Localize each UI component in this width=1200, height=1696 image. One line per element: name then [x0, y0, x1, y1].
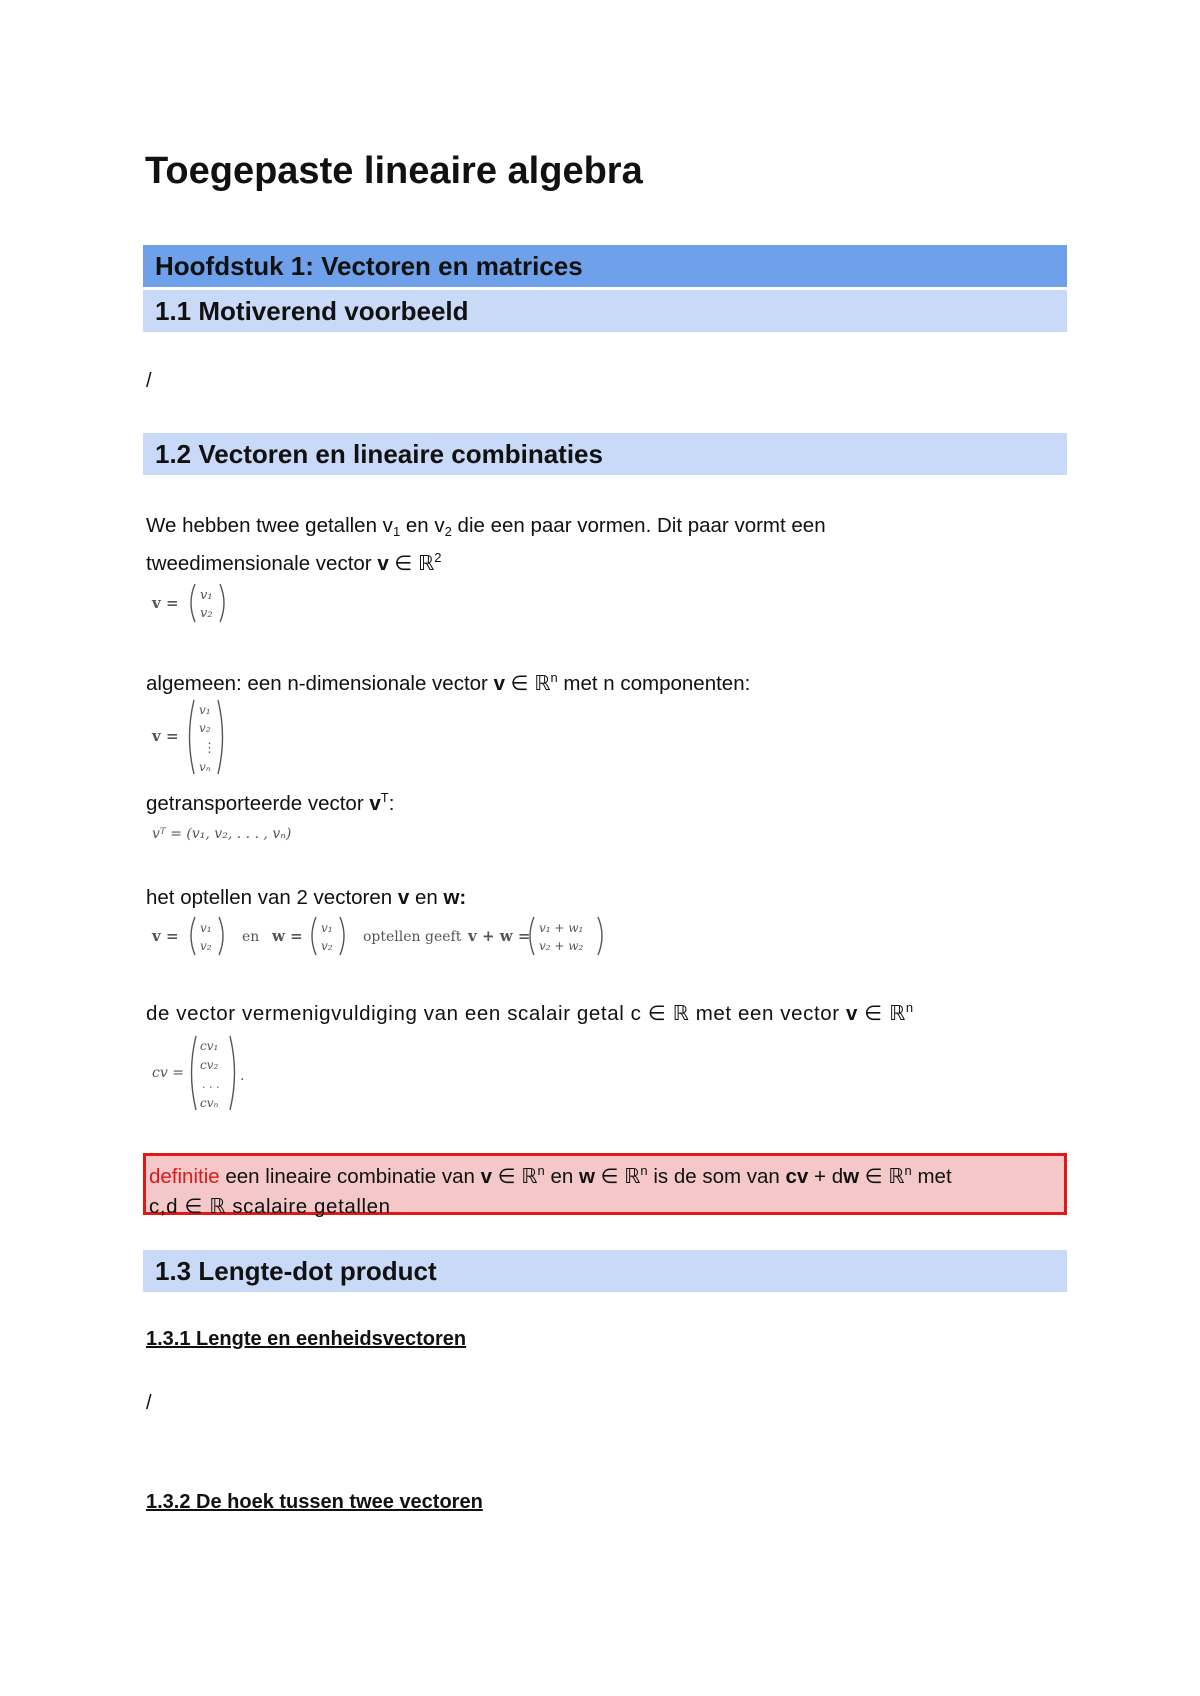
vector-entry: vₙ: [199, 760, 211, 774]
text-run: die een paar vormen. Dit paar vormt een: [451, 514, 826, 537]
definition-label: definitie: [149, 1165, 220, 1188]
left-paren: [192, 1036, 197, 1110]
definition-line1: [149, 1156, 1064, 1192]
paragraph-scalar: [146, 992, 914, 1030]
vector-entry: . . .: [202, 1078, 220, 1091]
chapter-heading-text: Hoofdstuk 1: Vectoren en matrices: [155, 250, 583, 281]
formula-addition-svg: [150, 913, 630, 959]
right-paren: [340, 917, 344, 955]
vector-entry: v₂ + w₂: [539, 939, 584, 953]
formula-label: cv =: [152, 1065, 184, 1081]
formula-word: en: [242, 929, 260, 945]
formula-label: v + w =: [468, 927, 531, 945]
formula-word: optellen geeft: [363, 929, 462, 945]
bold-vector: w: [843, 1165, 860, 1188]
subsection-heading-1-3-2: 1.3.2 De hoek tussen twee vectoren: [146, 1491, 483, 1513]
placeholder-text: /: [146, 370, 152, 392]
formula-scalar-svg: [150, 1033, 270, 1113]
right-paren: [218, 700, 223, 774]
definition-line2: c,d ∈ ℝ scalaire getallen: [149, 1195, 391, 1218]
vector-entry: v₁: [199, 703, 211, 717]
left-paren: [312, 917, 316, 955]
text-run: ∈ ℝ: [594, 1165, 641, 1188]
bold-vector: cv: [785, 1165, 809, 1188]
text-run: en: [544, 1165, 579, 1188]
section-heading-1-1: [143, 290, 1067, 332]
superscript: T: [380, 790, 389, 805]
text-run: en: [409, 886, 444, 909]
subsection-heading-1-3-1: 1.3.1 Lengte en eenheidsvectoren: [146, 1328, 467, 1350]
text-run: ∈ ℝ: [859, 1165, 905, 1188]
text-run: ∈ ℝ: [492, 1165, 538, 1188]
text-run: en v: [400, 514, 445, 537]
section-heading-text: 1.1 Motiverend voorbeeld: [155, 295, 469, 326]
vector-entry: cv₁: [200, 1039, 219, 1053]
text-run: tweedimensionale vector: [146, 552, 378, 575]
paragraph-transpose: [146, 782, 394, 820]
paragraph-ndim: [146, 662, 750, 700]
bold-vector: v: [493, 672, 505, 695]
vector-entry: cv₂: [200, 1058, 219, 1072]
vector-entry: v₂: [200, 939, 212, 953]
text-run: de vector vermenigvuldiging van een scalair getal c ∈ ℝ met een vector: [146, 1002, 846, 1025]
section-heading-text: 1.3 Lengte-dot product: [155, 1255, 437, 1286]
text-run: met: [911, 1165, 952, 1188]
formula-vector-nd: [150, 697, 270, 781]
bold-vector: w:: [443, 886, 467, 909]
document-title: Toegepaste lineaire algebra: [145, 150, 643, 192]
paragraph-pair-line2: [146, 542, 441, 580]
bold-vector: v: [369, 792, 381, 815]
formula-scalar: [150, 1033, 270, 1117]
superscript: n: [905, 1000, 914, 1015]
formula-vector-2d: [150, 580, 270, 630]
right-paren: [598, 917, 602, 955]
text-run: ∈ ℝ: [504, 672, 551, 695]
bold-vector: v: [397, 886, 410, 909]
text-run: algemeen: een n-dimensionale vector: [146, 672, 494, 695]
section-heading-text: 1.2 Vectoren en lineaire combinaties: [155, 438, 603, 469]
placeholder-text: /: [146, 1392, 152, 1414]
formula-label: w =: [272, 927, 303, 945]
superscript: n: [904, 1163, 912, 1178]
formula-transpose: [150, 818, 350, 852]
text-run: ∈ ℝ: [858, 1002, 906, 1025]
formula-vector-nd-svg: [150, 697, 270, 777]
vector-entry: ⋮: [203, 741, 216, 756]
formula-label: v =: [152, 727, 179, 745]
vector-entry: v₂: [200, 606, 213, 621]
right-paren: [220, 584, 224, 622]
superscript: n: [537, 1163, 545, 1178]
text-run: ∈ ℝ: [388, 552, 435, 575]
definition-box: [143, 1153, 1067, 1218]
section-heading-1-3: [143, 1250, 1067, 1292]
text-run: het optellen van 2 vectoren: [146, 886, 398, 909]
formula-period: .: [240, 1068, 245, 1084]
left-paren: [190, 700, 195, 774]
vector-entry: v₁: [321, 921, 333, 935]
text-run: We hebben twee getallen v: [146, 514, 393, 537]
text-run: :: [388, 792, 395, 815]
vector-entry: v₂: [321, 939, 333, 953]
text-run: met n componenten:: [557, 672, 751, 695]
vector-entry: v₁: [200, 921, 212, 935]
text-run: + d: [808, 1165, 844, 1188]
formula-label: v =: [152, 594, 179, 612]
chapter-heading: [143, 245, 1067, 287]
superscript: n: [640, 1163, 648, 1178]
left-paren: [530, 917, 534, 955]
vector-entry: v₂: [199, 721, 211, 735]
superscript: 2: [434, 550, 442, 565]
superscript: n: [550, 670, 558, 685]
bold-vector: v: [846, 1002, 859, 1025]
vector-entry: cvₙ: [200, 1096, 219, 1110]
paragraph-addition: [146, 882, 466, 914]
bold-vector: v: [480, 1165, 493, 1188]
formula-transpose-svg: [150, 818, 350, 848]
bold-vector: w: [578, 1165, 595, 1188]
formula-text: vᵀ = (v₁, v₂, . . . , vₙ): [152, 826, 292, 842]
left-paren: [191, 917, 195, 955]
vector-entry: v₁ + w₁: [539, 921, 584, 935]
bold-vector: v: [377, 552, 389, 575]
right-paren: [219, 917, 223, 955]
formula-label: v =: [152, 927, 179, 945]
subscript: 2: [444, 524, 452, 539]
text-run: is de som van: [647, 1165, 786, 1188]
vector-entry: v₁: [200, 588, 213, 603]
text-run: getransporteerde vector: [146, 792, 370, 815]
text-run: een lineaire combinatie van: [219, 1165, 481, 1188]
section-heading-1-2: [143, 433, 1067, 475]
left-paren: [191, 584, 195, 622]
formula-addition: [150, 913, 630, 963]
formula-vector-2d-svg: [150, 580, 270, 626]
subscript: 1: [392, 524, 401, 539]
right-paren: [230, 1036, 235, 1110]
